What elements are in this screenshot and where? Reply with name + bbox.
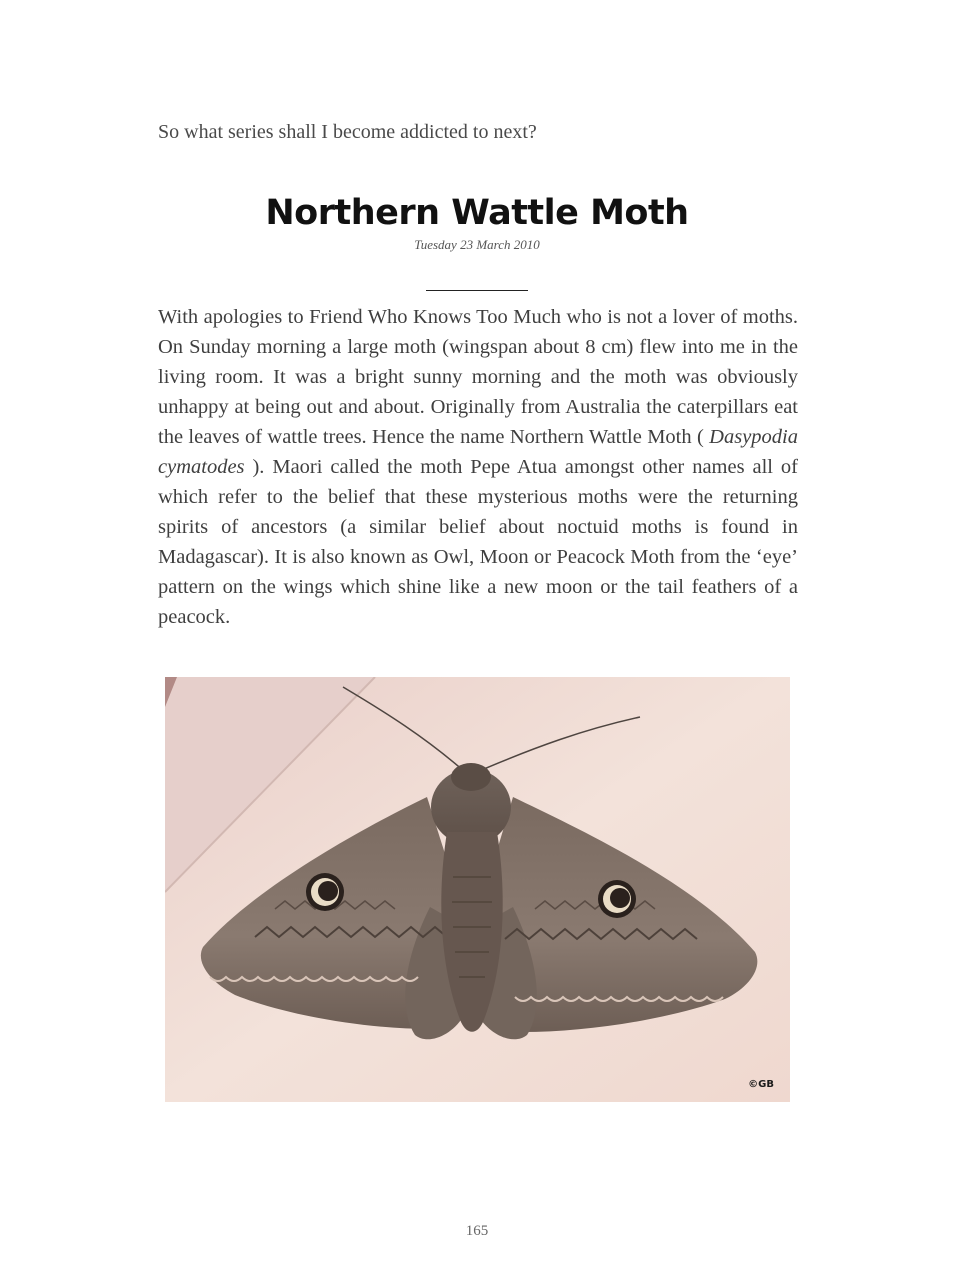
left-eyespot xyxy=(306,873,344,911)
moth-photo xyxy=(165,677,790,1102)
article-body xyxy=(158,302,798,632)
body-text-part1: With apologies to Friend Who Knows Too Much who is not a lover of moths. On Sunday morning a large moth (wingspan about 8 cm) flew into me in the living room. It was a bright sunny morning and the moth was obviously unhappy at being out and about. Originally from Australia the caterpillars eat the leaves of wattle trees. Hence the name Northern Wattle Moth ( xyxy=(158,306,798,448)
species-name: Dasypodia cymatodes xyxy=(158,426,798,478)
photo-credit: ©GB xyxy=(748,1079,774,1090)
title-divider xyxy=(426,290,528,291)
article-title: Northern Wattle Moth xyxy=(265,193,689,233)
page-number: 165 xyxy=(465,1223,489,1239)
moth-illustration xyxy=(165,677,790,1102)
article-date: Tuesday 23 March 2010 xyxy=(414,237,540,252)
intro-line: So what series shall I become addicted to next? xyxy=(158,121,537,143)
right-eyespot xyxy=(598,880,636,918)
body-text-part2: ). Maori called the moth Pepe Atua amongst other names all of which refer to the belief that these mysterious moths were the returning spirits of ancestors (a similar belief about noctuid moths is found in Madagascar). It is also known as Owl, Moon or Peacock Moth from the ‘eye’ pattern on the wings which shine like a new moon or the tail feathers of a peacock. xyxy=(158,456,798,628)
